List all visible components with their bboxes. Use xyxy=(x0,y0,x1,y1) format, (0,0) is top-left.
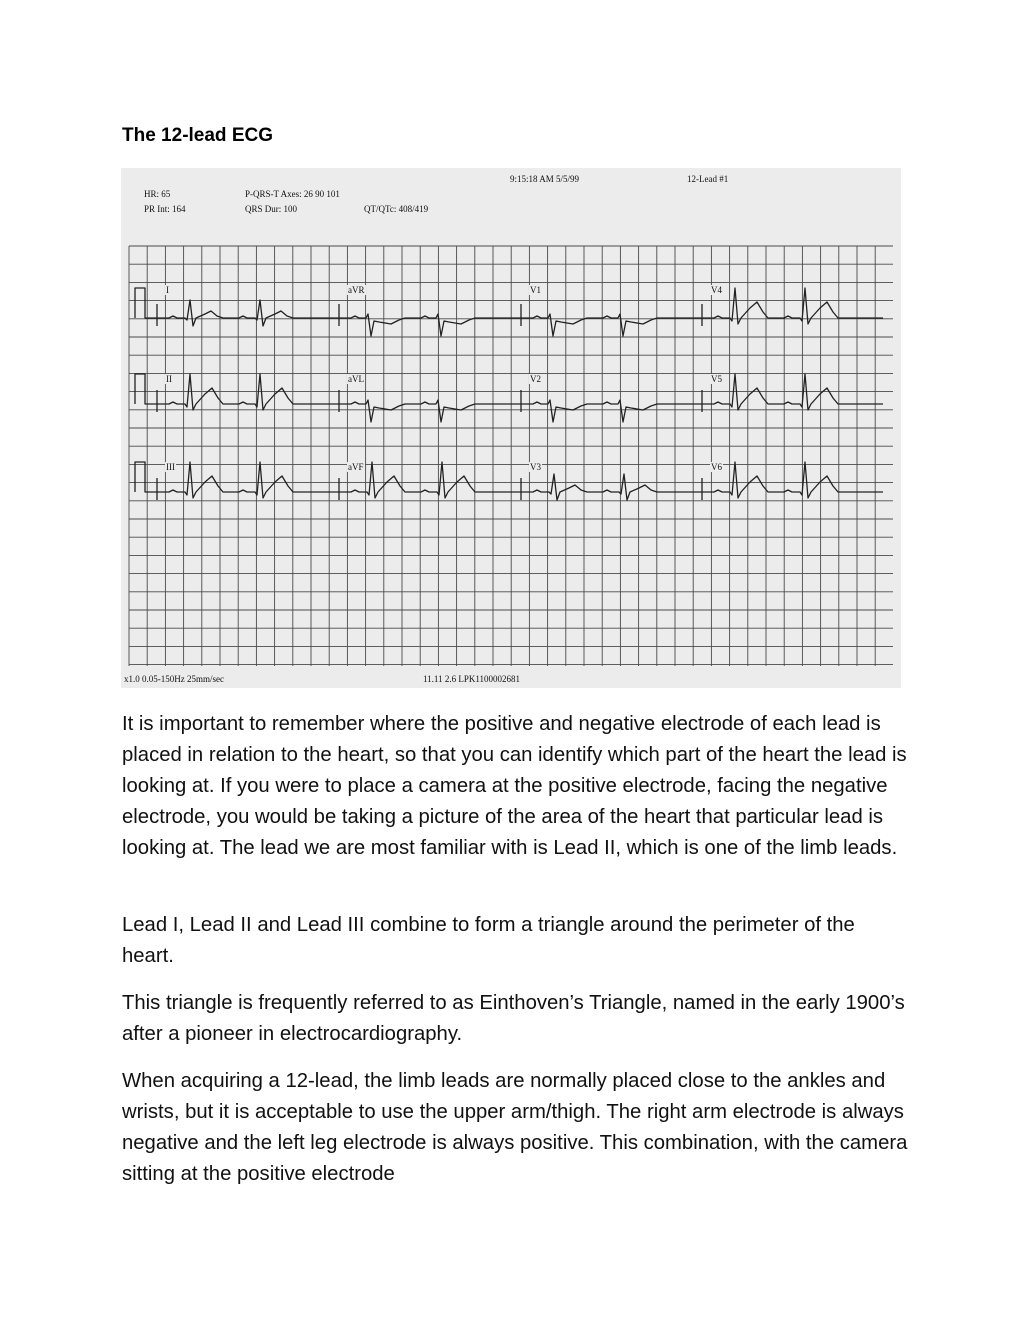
lead-label-i: I xyxy=(166,285,169,295)
pr-interval: PR Int: 164 xyxy=(144,204,186,214)
lead-label-avr: aVR xyxy=(348,285,365,295)
paragraph-einthoven: This triangle is frequently referred to as Einthoven’s Triangle, named in the early 1900’s after a pioneer in electrocardiography. xyxy=(122,992,905,1045)
lead-label-avf: aVF xyxy=(348,462,364,472)
paragraph-limb-triangle: Lead I, Lead II and Lead III combine to form a triangle around the perimeter of the heart. xyxy=(122,914,855,967)
lead-label-iii: III xyxy=(166,462,175,472)
lead-label-v6: V6 xyxy=(711,462,722,472)
ecg-grid xyxy=(129,246,893,666)
lead-label-v2: V2 xyxy=(530,374,541,384)
ecg-traces xyxy=(135,288,883,500)
device-id: 11.11 2.6 LPK1100002681 xyxy=(423,674,521,684)
ecg-settings: x1.0 0.05-150Hz 25mm/sec xyxy=(124,674,224,684)
lead-label-v1: V1 xyxy=(530,285,541,295)
lead-id: 12-Lead #1 xyxy=(687,174,729,184)
axes: P-QRS-T Axes: 26 90 101 xyxy=(245,189,340,199)
ecg-figure xyxy=(121,168,901,688)
time-date: 9:15:18 AM 5/5/99 xyxy=(510,174,580,184)
lead-label-v5: V5 xyxy=(711,374,722,384)
ecg-tracing xyxy=(121,168,901,688)
qt-qtc: QT/QTc: 408/419 xyxy=(364,204,429,214)
ecg-trace-row-3 xyxy=(135,462,883,500)
paragraph-electrode-placement: It is important to remember where the positive and negative electrode of each lead is placed in relation to the heart, so that you can identify which part of the heart the lead is looking at. If you were to place a camera at the positive electrode, facing the negative electrode, you would be taking a picture of the area of the heart that particular lead is looking at. The lead we are most familiar with is Lead II, which is one of the limb leads. xyxy=(122,713,907,859)
lead-label-v3: V3 xyxy=(530,462,541,472)
paragraph-limb-leads: When acquiring a 12-lead, the limb leads are normally placed close to the ankles and wrists, but it is acceptable to use the upper arm/thigh. The right arm electrode is always negative and the left leg electrode is always positive. This combination, with the camera sitting at the positive electrode xyxy=(122,1070,908,1185)
ecg-trace-row-1 xyxy=(135,288,883,336)
ecg-trace-row-2 xyxy=(135,374,883,422)
heart-rate: HR: 65 xyxy=(144,189,171,199)
lead-label-ii: II xyxy=(166,374,172,384)
qrs-duration: QRS Dur: 100 xyxy=(245,204,298,214)
lead-label-avl: aVL xyxy=(348,374,364,384)
lead-label-v4: V4 xyxy=(711,285,722,295)
page-heading: The 12-lead ECG xyxy=(122,125,273,146)
